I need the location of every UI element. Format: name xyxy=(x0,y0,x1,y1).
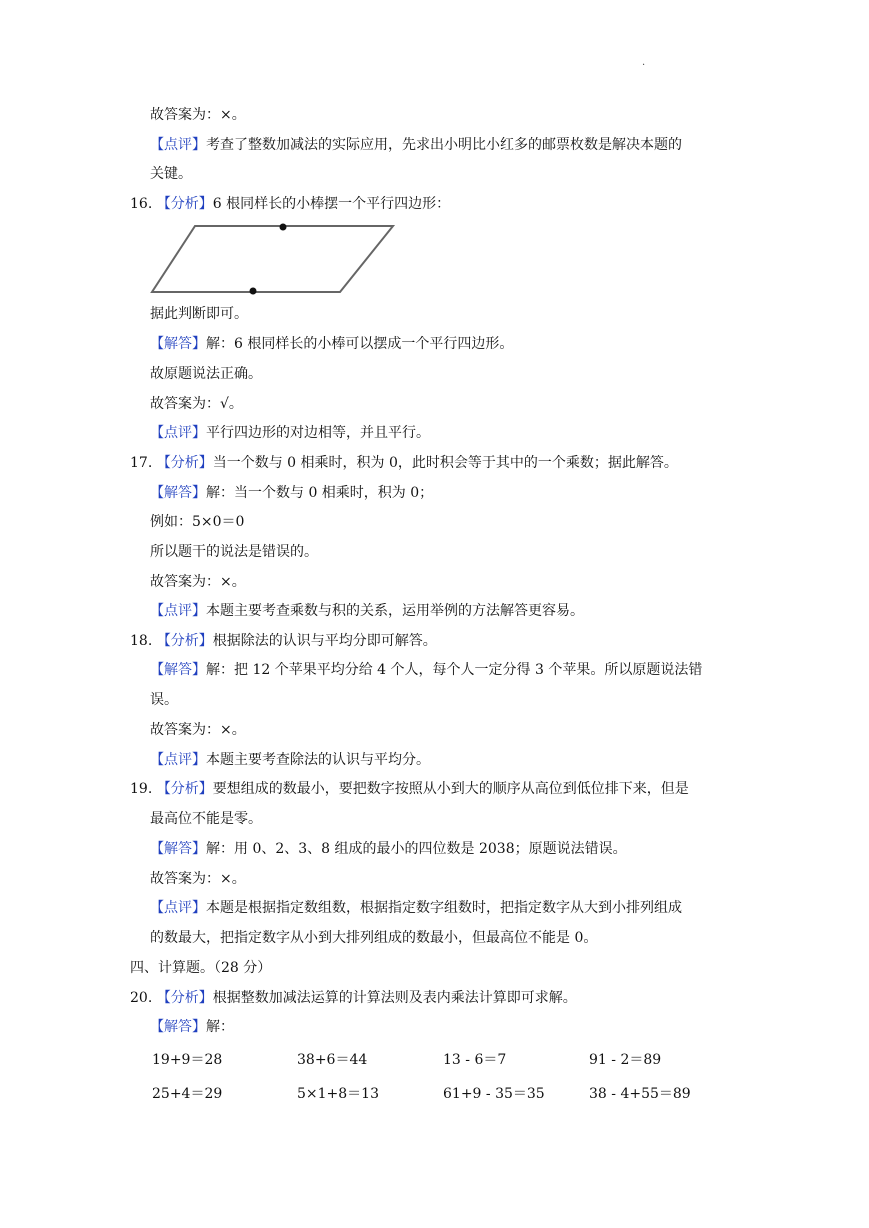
solution-text: 解：6 根同样长的小棒可以摆成一个平行四边形。 xyxy=(206,336,514,352)
q18-analysis-line xyxy=(130,631,437,651)
analysis-tag: 【分析】 xyxy=(156,633,213,649)
q16-answer-line: 故答案为：√。 xyxy=(150,396,243,412)
comment-text: 平行四边形的对边相等，并且平行。 xyxy=(206,425,430,441)
q17-solution-line xyxy=(150,483,433,503)
comment-text: 本题是根据指定数组数，根据指定数字组数时，把指定数字从大到小排列组成 xyxy=(206,900,682,916)
calc-cell: 38+6＝44 xyxy=(297,1052,368,1068)
analysis-tag: 【分析】 xyxy=(156,781,213,797)
q19-solution-line xyxy=(150,839,627,859)
question-number: 17. xyxy=(130,455,153,471)
solution-text: 解： xyxy=(206,1019,234,1035)
analysis-text: 根据整数加减法运算的计算法则及表内乘法计算即可求解。 xyxy=(212,990,577,1006)
calc-cell: 13 - 6＝7 xyxy=(443,1052,507,1068)
parallelogram-figure xyxy=(150,220,400,298)
q19-analysis-line xyxy=(130,779,689,799)
solution-tag: 【解答】 xyxy=(150,336,206,352)
analysis-text: 根据除法的认识与平均分即可解答。 xyxy=(212,633,437,649)
question-number: 20. xyxy=(130,990,153,1006)
comment-line xyxy=(150,135,682,155)
parallelogram-shape xyxy=(152,226,393,292)
comment-tag: 【点评】 xyxy=(150,752,206,768)
comment-tag: 【点评】 xyxy=(150,425,206,441)
bottom-dot xyxy=(250,288,257,295)
q18-answer-line: 故答案为：×。 xyxy=(150,722,246,738)
answer-line: 故答案为：×。 xyxy=(150,107,246,123)
comment-text: 考查了整数加减法的实际应用，先求出小明比小红多的邮票枚数是解决本题的 xyxy=(206,137,682,153)
q19-answer-line: 故答案为：×。 xyxy=(150,871,246,887)
q19-analysis-continuation: 最高位不能是零。 xyxy=(150,811,262,827)
calc-cell: 38 - 4+55＝89 xyxy=(589,1086,691,1102)
analysis-text: 要想组成的数最小，要把数字按照从小到大的顺序从高位到低位排下来，但是 xyxy=(212,781,689,797)
top-dot xyxy=(280,224,287,231)
q17-conclude-line: 所以题干的说法是错误的。 xyxy=(150,544,318,560)
q18-solution-line xyxy=(150,660,702,680)
analysis-tag: 【分析】 xyxy=(156,455,213,471)
comment-tag: 【点评】 xyxy=(150,137,206,153)
comment-tag: 【点评】 xyxy=(150,900,206,916)
calc-cell: 91 - 2＝89 xyxy=(589,1052,662,1068)
q17-answer-line: 故答案为：×。 xyxy=(150,574,246,590)
comment-text: 本题主要考查除法的认识与平均分。 xyxy=(206,752,430,768)
q18-comment-line xyxy=(150,750,430,770)
comment-tag: 【点评】 xyxy=(150,603,206,619)
q16-after-line: 据此判断即可。 xyxy=(150,306,248,322)
q16-conclude-line: 故原题说法正确。 xyxy=(150,366,262,382)
section-heading: 四、计算题。（28 分） xyxy=(130,960,272,976)
q18-solution-continuation: 误。 xyxy=(150,692,178,708)
header-mark: . xyxy=(642,57,646,68)
q16-comment-line xyxy=(150,423,430,443)
q17-comment-line xyxy=(150,601,584,621)
question-number: 18. xyxy=(130,633,153,649)
analysis-tag: 【分析】 xyxy=(156,990,213,1006)
solution-text: 解：当一个数与 0 相乘时，积为 0； xyxy=(206,485,434,501)
q19-comment-line xyxy=(150,898,682,918)
solution-tag: 【解答】 xyxy=(150,841,206,857)
question-number: 16. xyxy=(130,196,153,212)
question-number: 19. xyxy=(130,781,153,797)
q17-example-line: 例如：5×0＝0 xyxy=(150,514,245,530)
analysis-text: 当一个数与 0 相乘时，积为 0，此时积会等于其中的一个乘数；据此解答。 xyxy=(212,455,678,471)
q19-comment-continuation: 的数最大，把指定数字从小到大排列组成的数最小，但最高位不能是 0。 xyxy=(150,930,598,946)
q16-analysis-line xyxy=(130,194,450,214)
calc-cell: 19+9＝28 xyxy=(152,1052,223,1068)
q17-analysis-line xyxy=(130,453,678,473)
calc-cell: 61+9 - 35＝35 xyxy=(443,1086,545,1102)
q20-solution-line xyxy=(150,1017,234,1037)
q16-solution-line xyxy=(150,334,513,354)
analysis-text: 6 根同样长的小棒摆一个平行四边形： xyxy=(212,196,451,212)
q20-analysis-line xyxy=(130,988,577,1008)
calc-cell: 25+4＝29 xyxy=(152,1086,223,1102)
comment-text: 本题主要考查乘数与积的关系，运用举例的方法解答更容易。 xyxy=(206,603,584,619)
calc-cell: 5×1+8＝13 xyxy=(297,1086,379,1102)
solution-tag: 【解答】 xyxy=(150,662,206,678)
comment-continuation: 关键。 xyxy=(150,166,192,182)
analysis-tag: 【分析】 xyxy=(156,196,213,212)
solution-tag: 【解答】 xyxy=(150,485,206,501)
solution-tag: 【解答】 xyxy=(150,1019,206,1035)
solution-text: 解：用 0、2、3、8 组成的最小的四位数是 2038；原题说法错误。 xyxy=(206,841,627,857)
solution-text: 解：把 12 个苹果平均分给 4 个人，每个人一定分得 3 个苹果。所以原题说法错 xyxy=(206,662,703,678)
